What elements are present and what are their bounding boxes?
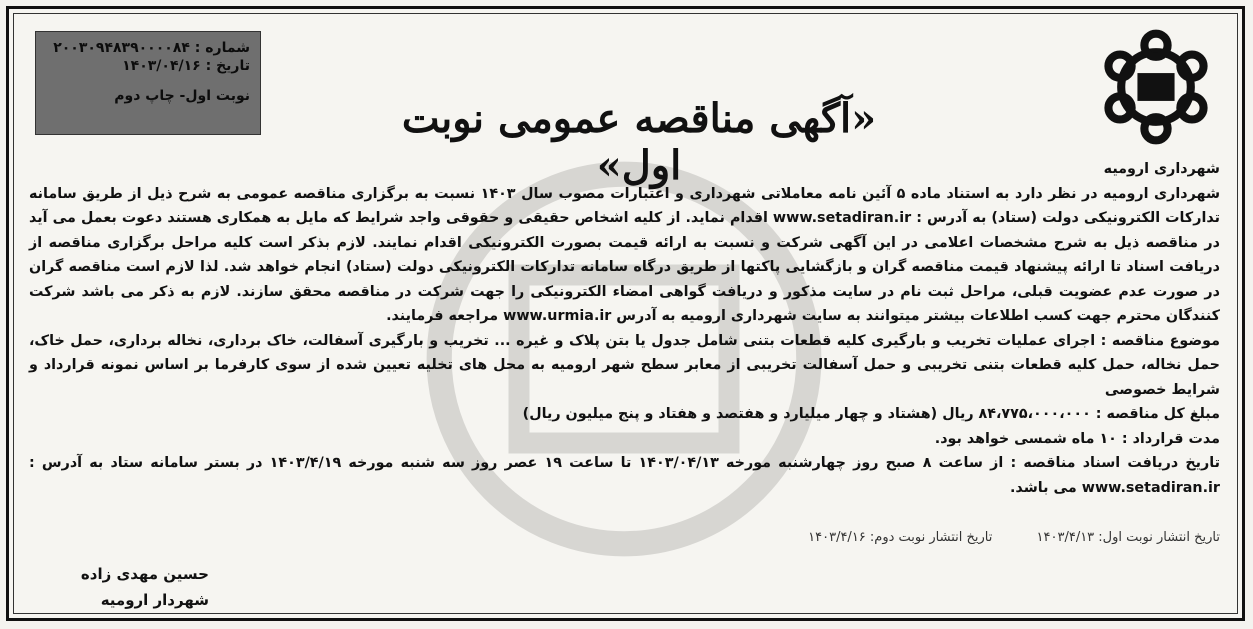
stamp-number-value: ۲۰۰۳۰۹۴۸۳۹۰۰۰۰۸۴	[53, 40, 190, 56]
ad-body	[29, 157, 1220, 500]
paragraph-intro: شهرداری ارومیه در نظر دارد به استناد ماده ۵ آئین نامه معاملاتی شهرداری و اعتبارات مصوب سال ۱۴۰۳ نسبت به برگزاری مناقصه عمومی به شرح ذیل از طریق سامانه تدارکات الکترونیکی دولت (ستاد) به آدرس : www.setadiran.ir اقدام نماید. از کلیه اشخاص حقیقی و حقوقی واجد شرایط که مایل به همکاری هستند دعوت بعمل می آید در مناقصه ذیل به شرح مشخصات اعلامی در این آگهی شرکت و نسبت به ارائه قیمت بصورت الکترونیکی اقدام نمایند. لازم بذکر است کلیه مراحل برگزاری مناقصه از دریافت اسناد تا ارائه پیشنهاد قیمت مناقصه گران و بازگشایی پاکتها از طریق درگاه سامانه تدارکات الکترونیکی دولت (ستاد) انجام خواهد شد. لذا لازم است مناقصه گران در صورت عدم عضویت قبلی، مراحل ثبت نام در سایت مذکور و دریافت گواهی امضاء الکترونیکی را جهت شرکت در مناقصه محقق سازند. لازم به ذکر می باشد شرکت کنندگان محترم جهت کسب اطلاعات بیشتر میتوانند به سایت شهرداری ارومیه به آدرس www.urmia.ir مراجعه فرمایند.	[29, 185, 1221, 324]
signature-block	[39, 561, 209, 613]
signature-role: شهردار ارومیه	[100, 591, 209, 609]
stamp-date-value: ۱۴۰۳/۰۴/۱۶	[122, 58, 201, 74]
stamp-print-note: نوبت اول- چاپ دوم	[114, 88, 250, 104]
paragraph-subject: موضوع مناقصه : اجرای عملیات تخریب و بارگیری کلیه قطعات بتنی شامل جدول یا بتن پلاک و غیره ... تخریب و بارگیری آسفالت، خاک برداری، نخاله برداری، حمل خاک، حمل نخاله، حمل کلیه قطعات بتنی تخریبی و حمل آسفالت تخریبی از معابر سطح شهر ارومیه به محل های تخلیه تعیین شده از سوی کارفرما بر اساس نمونه قرارداد و شرایط خصوصی	[29, 332, 1220, 398]
paragraph-document-dates: تاریخ دریافت اسناد مناقصه : از ساعت ۸ صبح روز چهارشنبه مورخه ۱۴۰۳/۰۴/۱۳ تا ساعت ۱۹ عصر روز سه شنبه مورخه ۱۴۰۳/۴/۱۹ در بستر سامانه ستاد به آدرس : www.setadiran.ir می باشد.	[29, 455, 1220, 496]
ad-title: «آگهی مناقصه عمومی نوبت اول»	[401, 95, 877, 189]
paragraph-amount: مبلغ کل مناقصه : ۸۴،۷۷۵،۰۰۰،۰۰۰ ریال (هشتاد و چهار میلیارد و هفتصد و هفتاد و پنج میلیون ریال)	[522, 406, 1220, 422]
signature-name: حسین مهدی زاده	[80, 565, 209, 583]
stamp-date-label: تاریخ :	[205, 58, 250, 74]
urmia-municipality-logo-icon	[1092, 29, 1220, 145]
publication-dates	[29, 530, 1220, 545]
reference-stamp	[35, 31, 261, 135]
stamp-number-label: شماره :	[194, 40, 250, 56]
paragraph-duration: مدت قرارداد : ۱۰ ماه شمسی خواهد بود.	[934, 430, 1220, 447]
publication-first: تاریخ انتشار نوبت اول: ۱۴۰۳/۴/۱۳	[1036, 530, 1220, 545]
publication-second: تاریخ انتشار نوبت دوم: ۱۴۰۳/۴/۱۶	[808, 530, 993, 545]
ad-frame	[6, 6, 1245, 621]
org-name: شهرداری ارومیه	[1103, 161, 1220, 177]
